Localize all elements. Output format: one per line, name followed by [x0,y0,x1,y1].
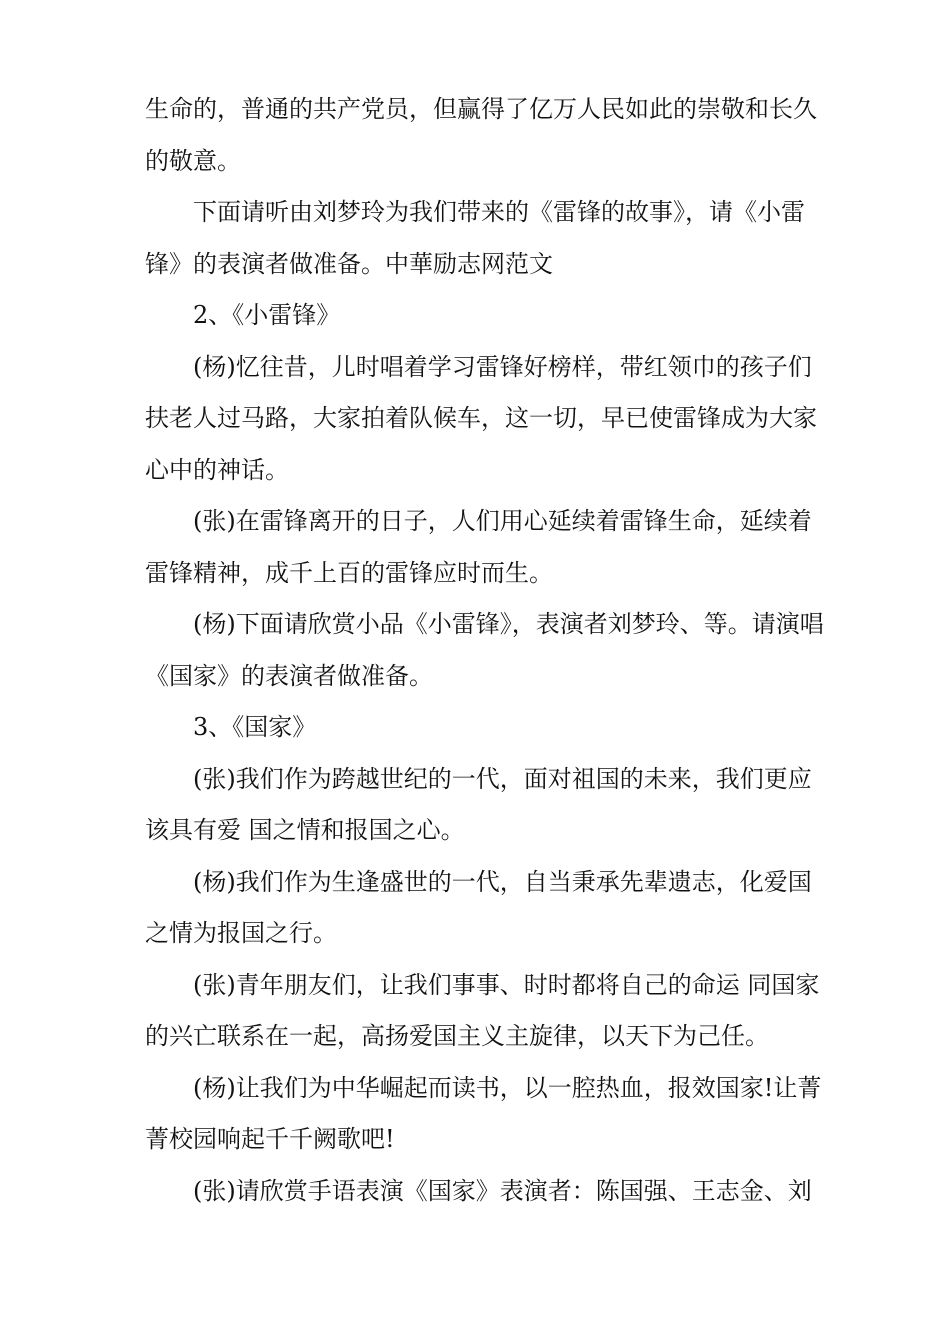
paragraph [145,84,817,187]
text-line: (张)我们作为跨越世纪的一代，面对祖国的未来，我们更应 [193,764,812,793]
text-line: 菁校园响起千千阙歌吧! [145,1125,395,1153]
text-line: 的兴亡联系在一起，高扬爱国主义主旋律，以天下为己任。 [145,1022,769,1050]
text-line: 之情为报国之行。 [145,919,337,947]
text-line: 《国家》的表演者做准备。 [145,661,433,690]
text-line: 的敬意。 [145,146,241,175]
text-line: 心中的神话。 [145,455,289,484]
text-line: 扶老人过马路，大家拍着队候车，这一切，早已使雷锋成为大家 [145,404,817,432]
paragraph [145,496,817,599]
text-line: 该具有爱 国之情和报国之心。 [145,816,465,844]
paragraph [145,702,817,754]
paragraph [145,1063,822,1166]
text-line: (张)请欣赏手语表演《国家》表演者：陈国强、王志金、刘 [193,1176,812,1205]
text-line: 生命的，普通的共产党员，但赢得了亿万人民如此的崇敬和长久 [145,95,817,123]
text-line: (杨)忆往昔，儿时唱着学习雷锋好榜样，带红领巾的孩子们 [193,352,812,381]
text-line: 雷锋精神，成千上百的雷锋应时而生。 [145,558,553,587]
text-line: 3、《国家》 [193,713,317,741]
text-line: (杨)下面请欣赏小品《小雷锋》，表演者刘梦玲、等。请演唱 [193,610,824,638]
document-body [145,84,824,1217]
paragraph [145,290,817,342]
paragraph [145,1166,817,1218]
text-line: (张)在雷锋离开的日子，人们用心延续着雷锋生命，延续着 [193,507,812,535]
paragraph [145,599,824,702]
text-line: 2、《小雷锋》 [193,301,341,329]
text-line: 锋》的表演者做准备。中華励志网范文 [145,249,553,278]
text-line: 下面请听由刘梦玲为我们带来的《雷锋的故事》，请《小雷 [193,198,805,226]
text-line: (杨)让我们为中华崛起而读书，以一腔热血，报效国家!让菁 [193,1073,822,1102]
text-line: (杨)我们作为生逢盛世的一代，自当秉承先辈遗志，化爱国 [193,867,812,896]
paragraph [145,960,820,1063]
paragraph [145,342,817,497]
paragraph [145,857,817,960]
paragraph [145,754,817,857]
paragraph [145,187,817,290]
text-line: (张)青年朋友们，让我们事事、时时都将自己的命运 同国家 [193,970,820,999]
